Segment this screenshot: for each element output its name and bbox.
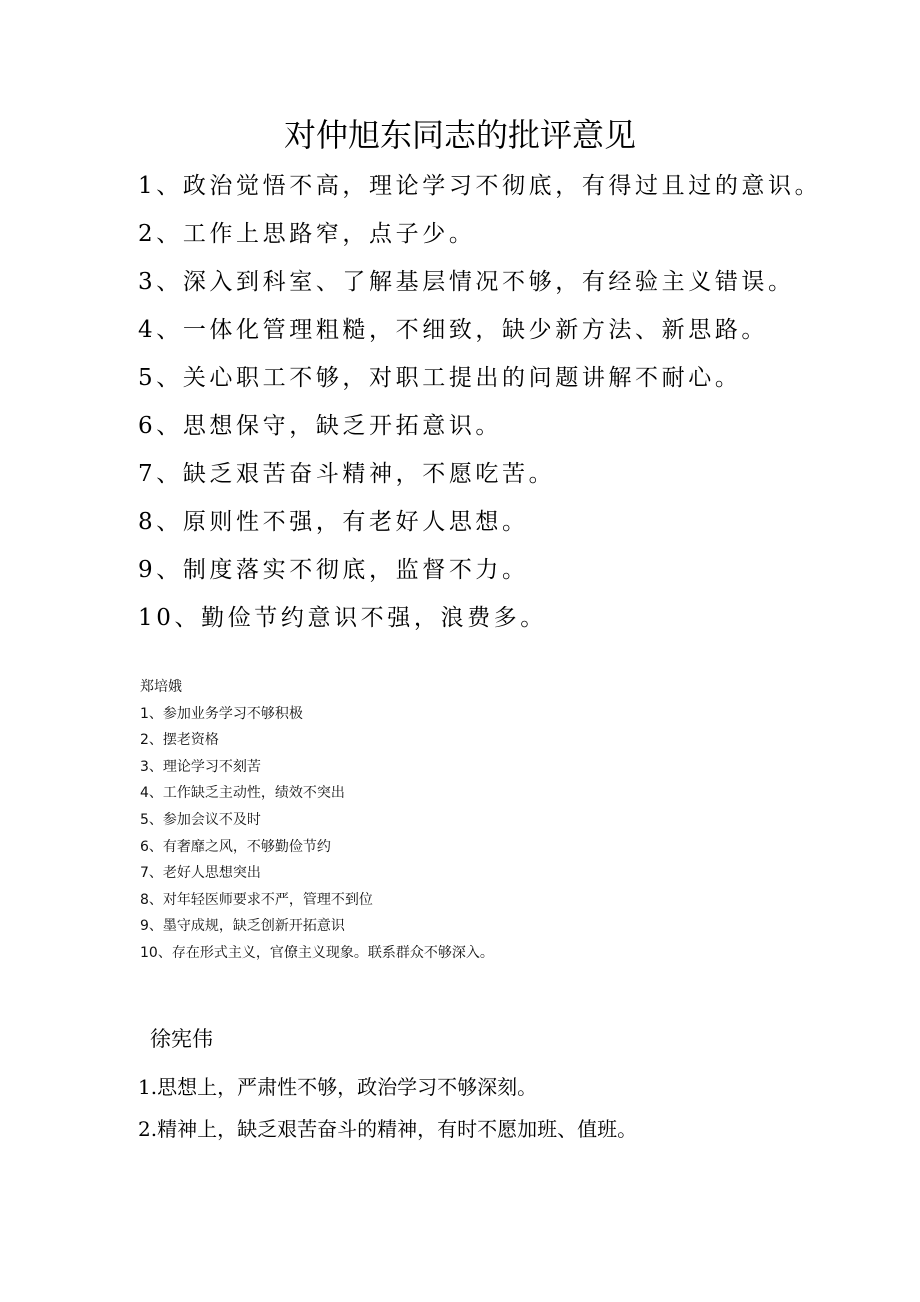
list-item: 9、制度落实不彻底，监督不力。 [138,557,529,583]
list-item: 1.思想上，严肃性不够，政治学习不够深刻。 [138,1075,538,1099]
list-item: 8、对年轻医师要求不严，管理不到位 [140,891,373,908]
list-item: 1、参加业务学习不够积极 [140,705,303,722]
list-item: 1、政治觉悟不高，理论学习不彻底，有得过且过的意识。 [138,173,822,199]
list-item: 10、勤俭节约意识不强，浪费多。 [138,605,547,631]
list-item: 3、深入到科室、了解基层情况不够，有经验主义错误。 [138,269,795,295]
criticism-list-section1 [138,162,898,642]
list-item: 10、存在形式主义，官僚主义现象。联系群众不够深入。 [140,944,494,961]
document-title: 对仲旭东同志的批评意见 [283,116,636,154]
list-item: 5、参加会议不及时 [140,811,261,828]
list-item: 2.精神上，缺乏艰苦奋斗的精神，有时不愿加班、值班。 [138,1117,638,1141]
list-item: 6、有奢靡之风，不够勤俭节约 [140,838,331,855]
list-item: 6、思想保守，缺乏开拓意识。 [138,413,503,439]
criticism-list-section2 [140,674,900,967]
list-item: 2、摆老资格 [140,732,219,749]
list-item: 5、关心职工不够，对职工提出的问题讲解不耐心。 [138,365,742,391]
criticism-list-section3 [138,1066,898,1150]
section3-author-name: 徐宪伟 [150,1027,213,1051]
list-item: 9、墨守成规，缺乏创新开拓意识 [140,918,345,935]
section2-author-name: 郑培娥 [140,679,182,695]
list-item: 2、工作上思路窄，点子少。 [138,221,476,247]
list-item: 4、一体化管理粗糙，不细致，缺少新方法、新思路。 [138,317,769,343]
list-item: 7、老好人思想突出 [140,865,261,882]
list-item: 4、工作缺乏主动性，绩效不突出 [140,785,345,802]
list-item: 7、缺乏艰苦奋斗精神，不愿吃苦。 [138,461,556,487]
list-item: 8、原则性不强，有老好人思想。 [138,509,529,535]
list-item: 3、理论学习不刻苦 [140,758,261,775]
